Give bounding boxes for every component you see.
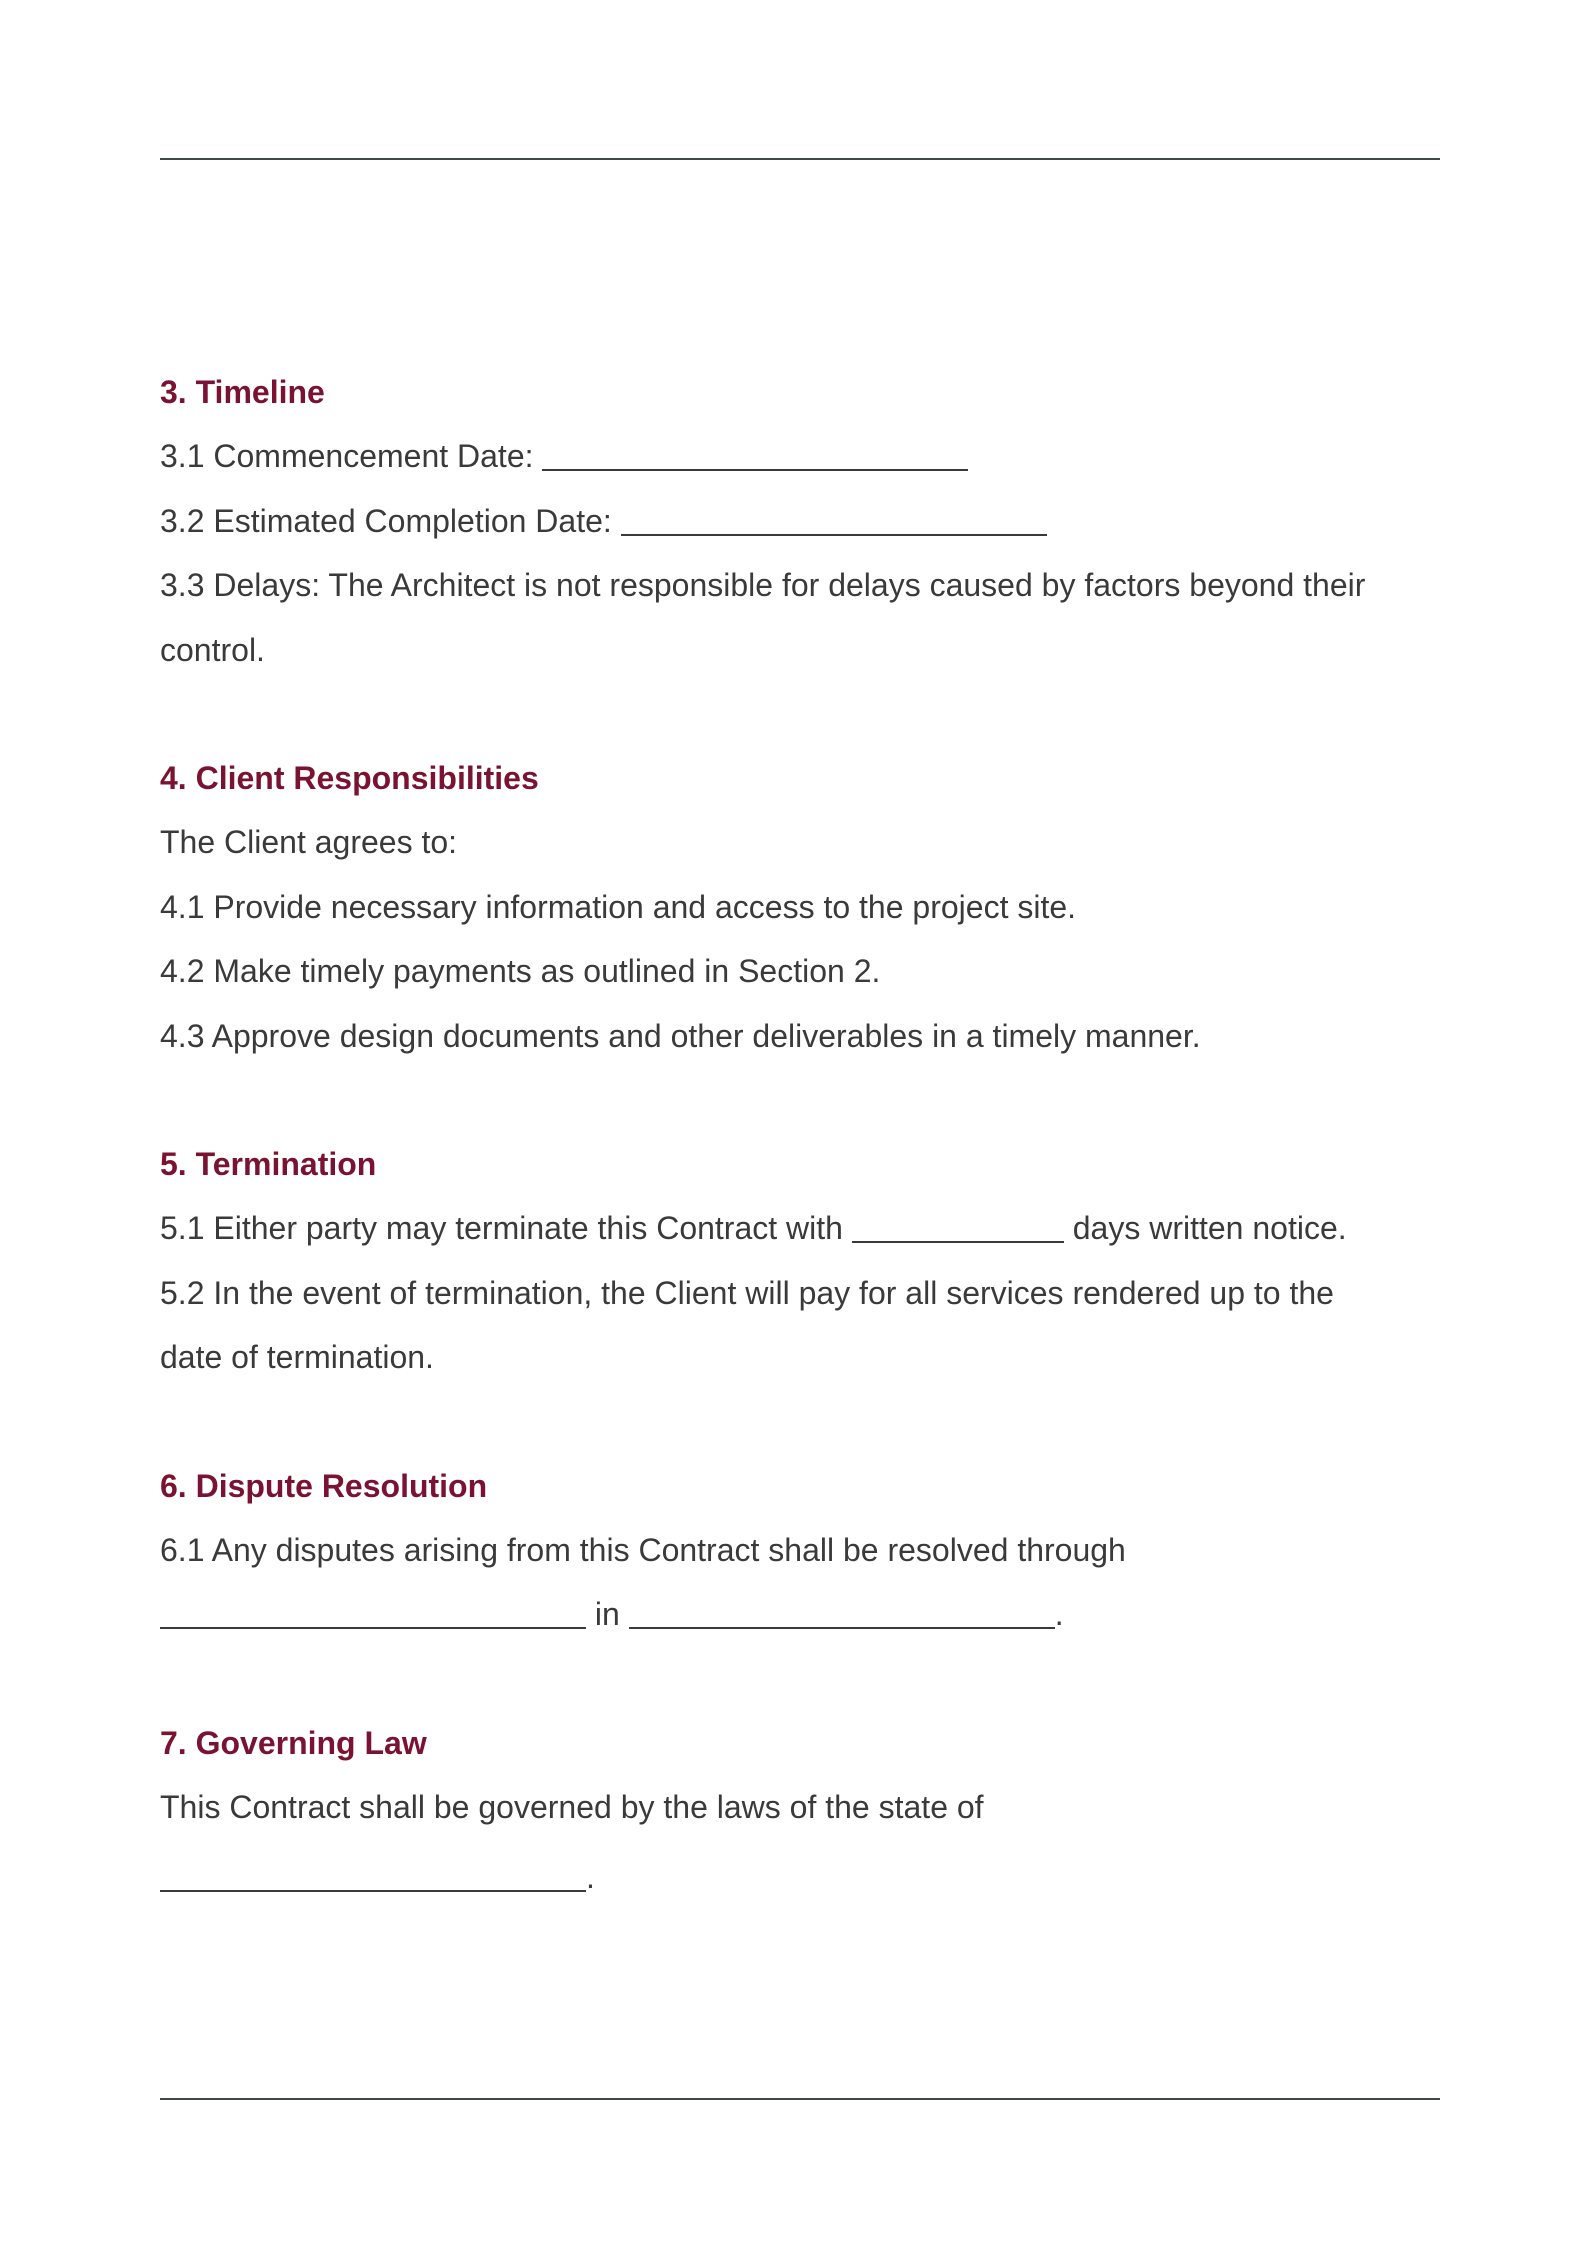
- section-termination: [160, 1132, 1450, 1390]
- dispute-method-blank[interactable]: [160, 1597, 586, 1629]
- clause-5-1: [160, 1196, 1450, 1261]
- section-governing-law: [160, 1711, 1450, 1910]
- section-heading: 7. Governing Law: [160, 1724, 427, 1761]
- clause-5-1-text-start: 5.1 Either party may terminate this Contract with: [160, 1210, 843, 1246]
- section-heading: 6. Dispute Resolution: [160, 1467, 488, 1504]
- contract-body: [160, 360, 1450, 1910]
- section-heading: 3. Timeline: [160, 374, 325, 410]
- section-heading: 4. Client Responsibilities: [160, 760, 539, 796]
- commencement-date-line: [160, 424, 1450, 489]
- clause-4-2: 4.2 Make timely payments as outlined in Section 2.: [160, 953, 881, 989]
- section-heading: 5. Termination: [160, 1146, 377, 1182]
- section-timeline: [160, 360, 1450, 682]
- clause-5-2-line-2: date of termination.: [160, 1339, 434, 1375]
- governing-law-blank-line: [160, 1845, 1450, 1910]
- governing-law-text: This Contract shall be governed by the laws of the state of: [160, 1788, 984, 1825]
- governing-period: .: [586, 1859, 595, 1895]
- completion-date-line: [160, 489, 1450, 554]
- delays-clause-line-1: 3.3 Delays: The Architect is not responsible for delays caused by factors beyond their: [160, 567, 1366, 603]
- clause-6-1-line-1: 6.1 Any disputes arising from this Contract shall be resolved through: [160, 1531, 1126, 1568]
- completion-date-blank[interactable]: [621, 504, 1047, 536]
- clause-4-3: 4.3 Approve design documents and other deliverables in a timely manner.: [160, 1017, 1201, 1054]
- governing-state-blank[interactable]: [160, 1860, 586, 1892]
- clause-4-1: 4.1 Provide necessary information and access to the project site.: [160, 888, 1077, 925]
- section-client-responsibilities: [160, 746, 1450, 1068]
- client-agrees-intro: The Client agrees to:: [160, 824, 458, 860]
- dispute-location-blank[interactable]: [629, 1597, 1055, 1629]
- notice-days-blank[interactable]: [852, 1211, 1064, 1243]
- commencement-date-blank[interactable]: [542, 439, 968, 471]
- commencement-date-label: 3.1 Commencement Date:: [160, 438, 534, 474]
- dispute-in-word: in: [594, 1596, 620, 1632]
- completion-date-label: 3.2 Estimated Completion Date:: [160, 502, 612, 539]
- footer-rule: [160, 2098, 1440, 2100]
- header-rule: [160, 158, 1440, 160]
- delays-clause-line-2: control.: [160, 631, 265, 668]
- clause-5-2-line-1: 5.2 In the event of termination, the Client will pay for all services rendered up to the: [160, 1274, 1334, 1311]
- clause-5-1-text-end: days written notice.: [1072, 1210, 1347, 1246]
- section-dispute-resolution: [160, 1454, 1450, 1647]
- dispute-period: .: [1054, 1596, 1064, 1632]
- clause-6-1-line-2: [160, 1582, 1450, 1647]
